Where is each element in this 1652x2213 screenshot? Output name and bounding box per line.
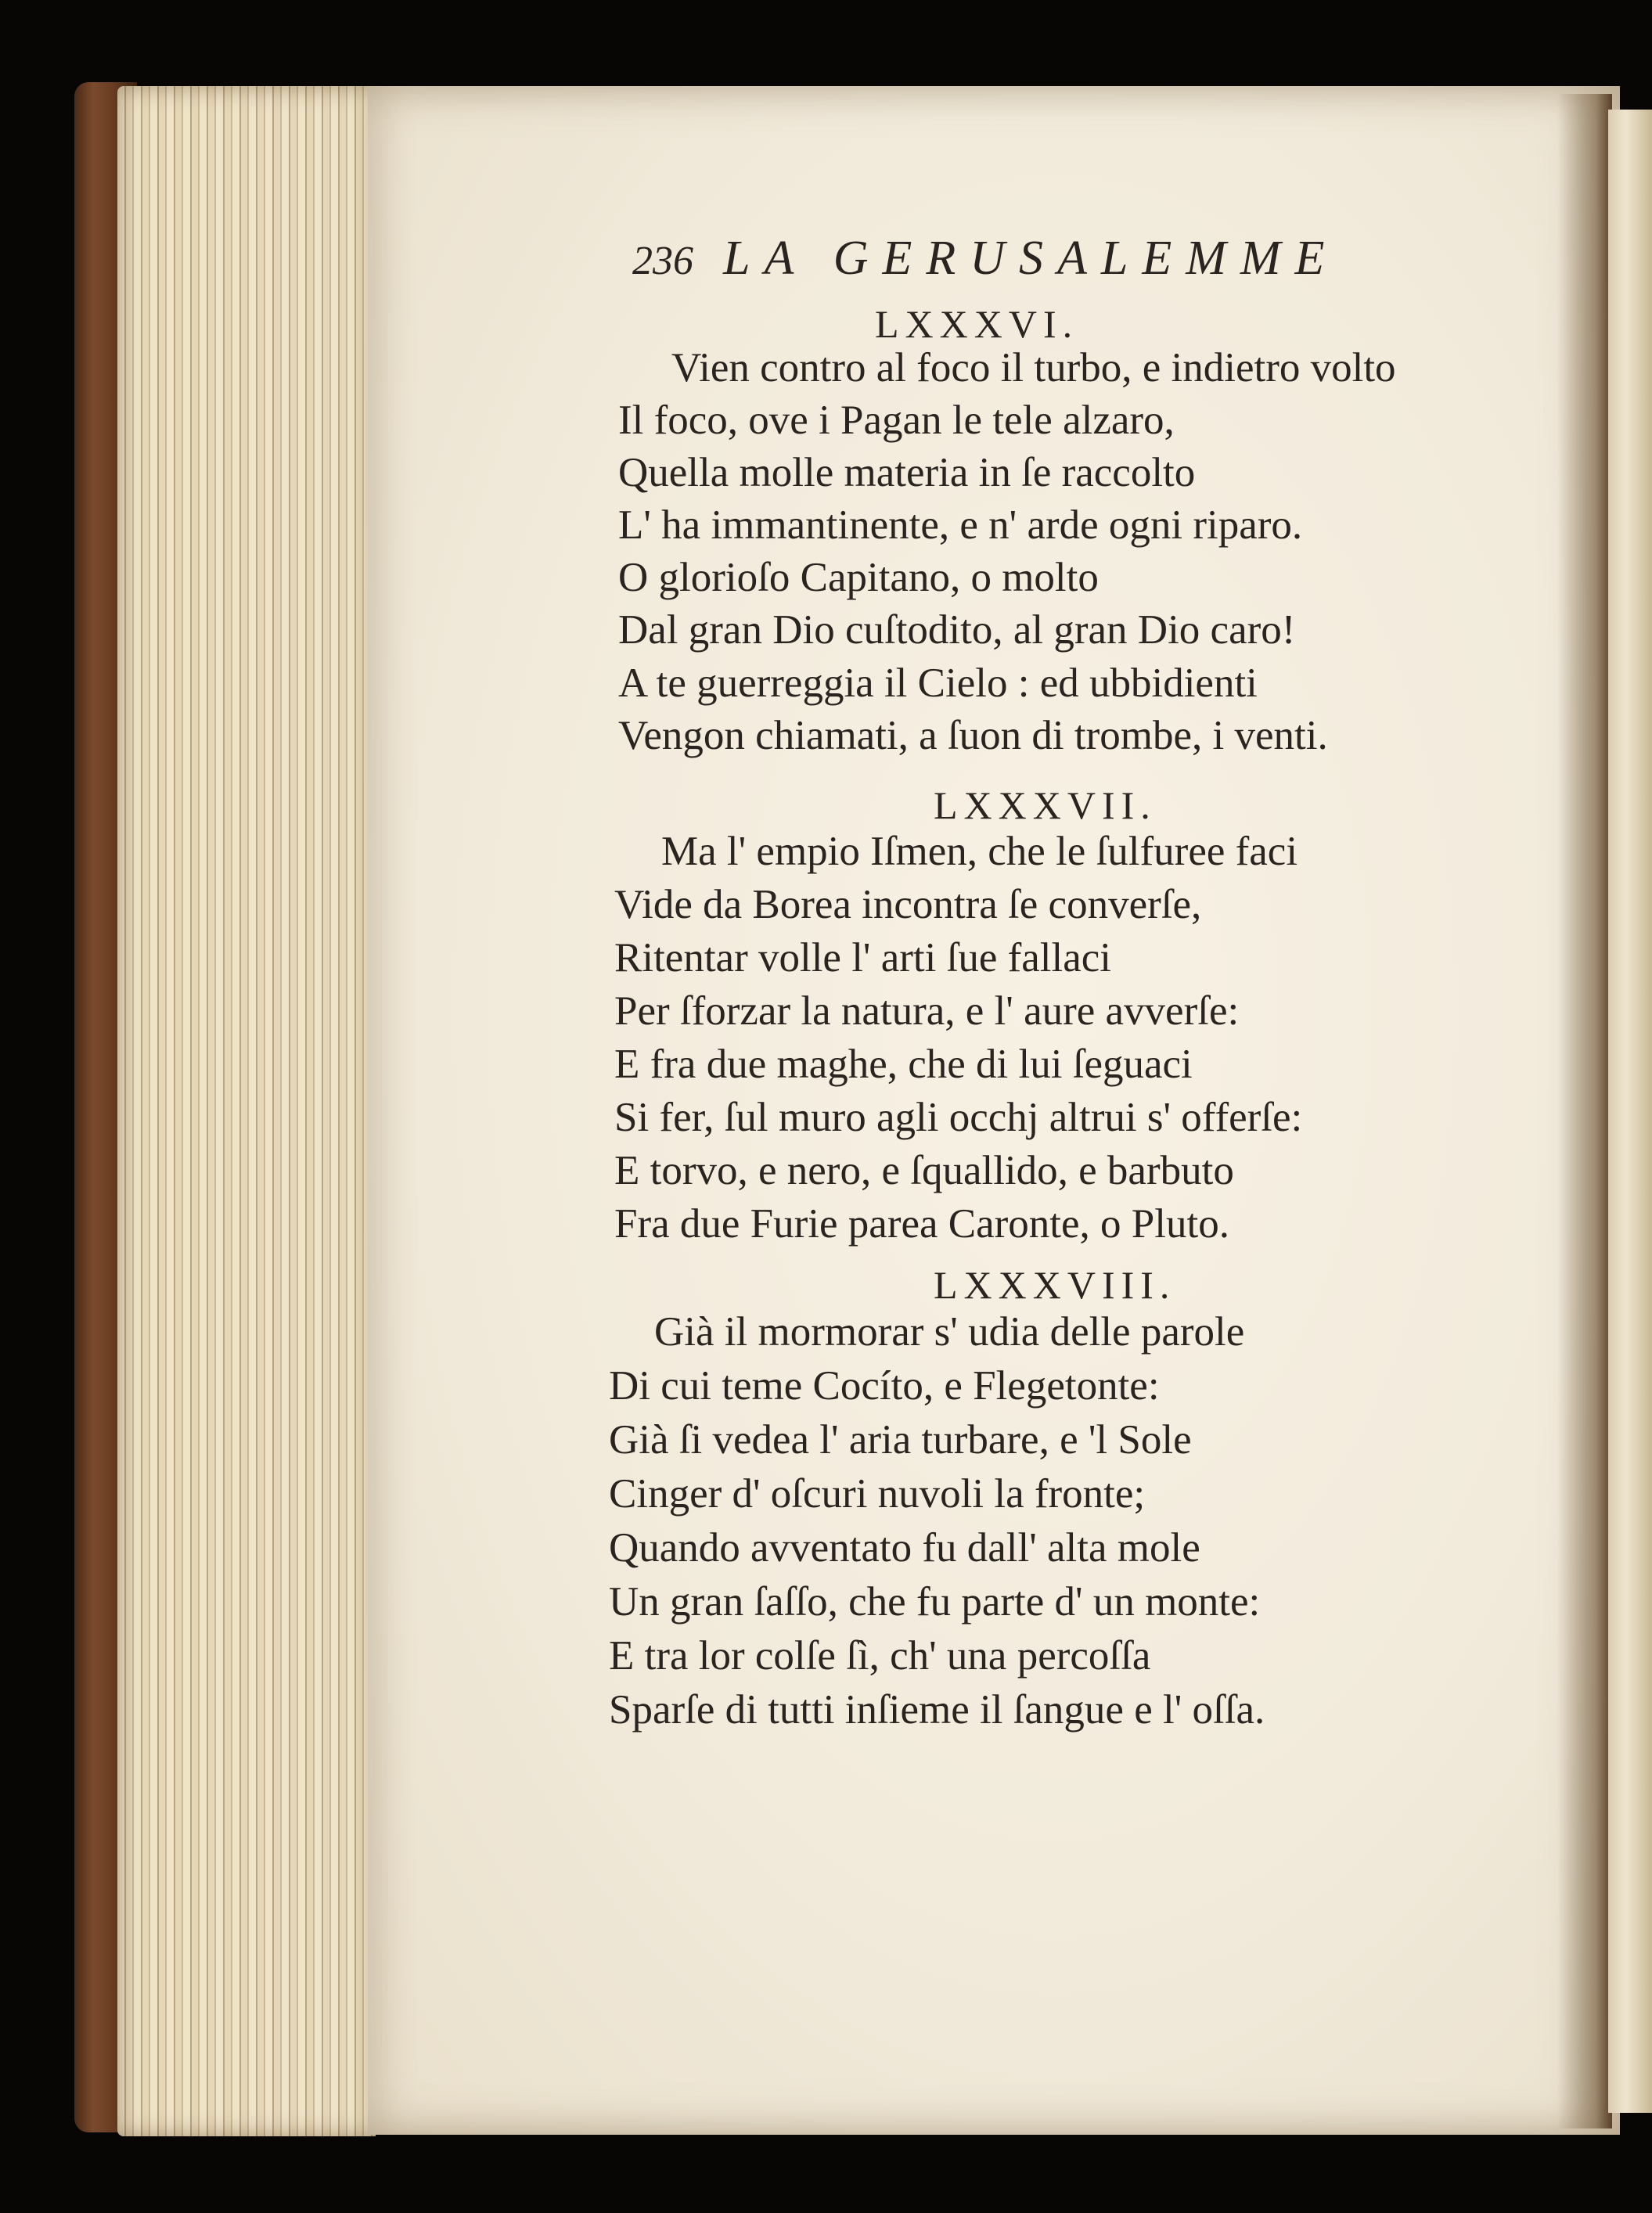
verse-line: Ritentar volle l' arti ſue fallaci	[614, 935, 1111, 981]
verse-line: A te guerreggia il Cielo : ed ubbidienti	[618, 660, 1258, 706]
facing-page-edge	[1608, 110, 1652, 2113]
running-head	[632, 231, 1338, 293]
verse-line: Vengon chiamati, a ſuon di trombe, i venti.	[618, 713, 1328, 758]
page-number: 236	[632, 239, 693, 283]
verse-line: Si fer, ſul muro agli occhj altrui s' offerſe:	[614, 1095, 1303, 1140]
verse-line: Già ſi vedea l' aria turbare, e 'l Sole	[609, 1417, 1192, 1463]
verse-line: Dal gran Dio cuſtodito, al gran Dio caro!	[618, 607, 1296, 653]
verse-line: Già il mormorar s' udia delle parole	[654, 1309, 1245, 1355]
verse-line: Vide da Borea incontra ſe converſe,	[614, 882, 1202, 927]
stanza-number: LXXXVIII.	[934, 1263, 1176, 1307]
verse-line: Quando avventato fu dall' alta mole	[609, 1525, 1200, 1571]
verse-line: Il foco, ove i Pagan le tele alzaro,	[618, 398, 1175, 443]
gutter-shadow	[1557, 94, 1612, 2128]
stanza-number: LXXXVI.	[875, 302, 1079, 346]
verse-line: E torvo, e nero, e ſquallido, e barbuto	[614, 1148, 1234, 1193]
verse-line: Vien contro al foco il turbo, e indietro volto	[671, 345, 1396, 390]
verse-line: E tra lor colſe ſì, ch' una percoſſa	[609, 1633, 1151, 1679]
page-block-edges	[117, 86, 376, 2136]
verse-line: Un gran ſaſſo, che fu parte d' un monte:	[609, 1579, 1261, 1625]
verse-line: Ma l' empio Iſmen, che le ſulfuree faci	[661, 829, 1298, 874]
verse-line: Cinger d' oſcuri nuvoli la fronte;	[609, 1471, 1146, 1517]
verse-line: Fra due Furie parea Caronte, o Pluto.	[614, 1201, 1229, 1247]
verse-line: Di cui teme Cocíto, e Flegetonte:	[609, 1363, 1160, 1409]
verse-line: L' ha immantinente, e n' arde ogni riparo.	[618, 502, 1303, 548]
verse-line: E fra due maghe, che di lui ſeguaci	[614, 1042, 1193, 1087]
verse-line: Per ſforzar la natura, e l' aure avverſe:	[614, 988, 1240, 1034]
stanza-number: LXXXVII.	[934, 783, 1157, 827]
verse-line: O glorioſo Capitano, o molto	[618, 555, 1099, 600]
running-title: LA GERUSALEMME	[723, 232, 1339, 285]
verse-line: Sparſe di tutti inſieme il ſangue e l' oſſa.	[609, 1687, 1265, 1733]
verse-line: Quella molle materia in ſe raccolto	[618, 450, 1196, 495]
